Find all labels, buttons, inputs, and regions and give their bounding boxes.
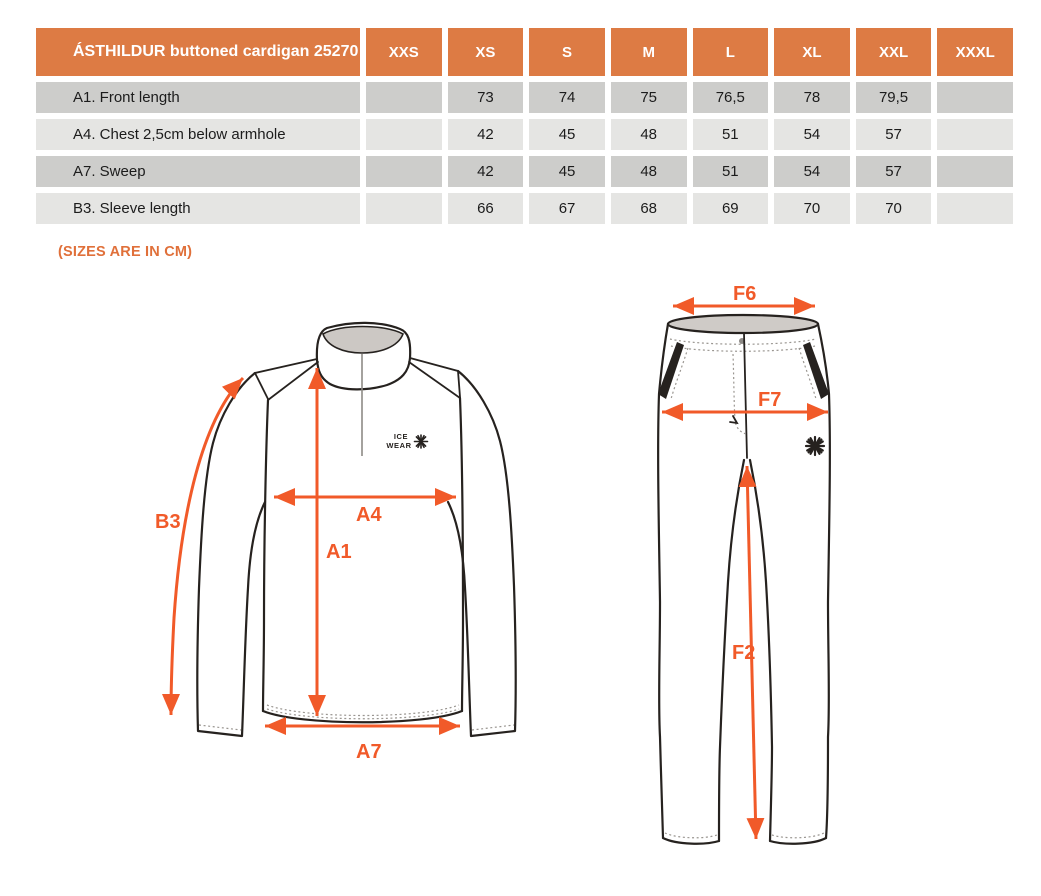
table-title: ÁSTHILDUR buttoned cardigan 25270 [36, 28, 360, 76]
table-cell: 69 [693, 193, 769, 224]
snowflake-icon [806, 437, 824, 455]
table-cell [937, 156, 1013, 187]
jacket-outline [197, 323, 515, 736]
table-cell: 51 [693, 156, 769, 187]
table-cell: 66 [448, 193, 524, 224]
table-cell [937, 193, 1013, 224]
row-label: A7. Sweep [36, 156, 360, 187]
row-label: A1. Front length [36, 82, 360, 113]
table-cell: 70 [774, 193, 850, 224]
table-cell: 57 [856, 156, 932, 187]
table-cell [937, 82, 1013, 113]
table-cell: 51 [693, 119, 769, 150]
table-cell [937, 119, 1013, 150]
table-cell: 78 [774, 82, 850, 113]
pants-outline [658, 315, 830, 844]
table-cell: 79,5 [856, 82, 932, 113]
table-cell: 54 [774, 119, 850, 150]
size-header-s: S [529, 28, 605, 76]
table-cell: 42 [448, 156, 524, 187]
table-cell: 42 [448, 119, 524, 150]
table-cell: 75 [611, 82, 687, 113]
f7-label: F7 [758, 389, 782, 411]
a1-label: A1 [326, 541, 352, 563]
table-cell [366, 156, 442, 187]
table-cell: 45 [529, 119, 605, 150]
logo-line1: ICE [393, 432, 409, 441]
size-header-l: L [693, 28, 769, 76]
table-cell: 54 [774, 156, 850, 187]
size-header-xxl: XXL [856, 28, 932, 76]
size-chart-table [36, 28, 1013, 224]
f2-label: F2 [732, 642, 756, 664]
row-label: B3. Sleeve length [36, 193, 360, 224]
table-cell: 45 [529, 156, 605, 187]
table-cell [366, 82, 442, 113]
row-label: A4. Chest 2,5cm below armhole [36, 119, 360, 150]
table-cell: 74 [529, 82, 605, 113]
snowflake-icon [415, 435, 428, 448]
table-cell: 57 [856, 119, 932, 150]
table-cell: 48 [611, 119, 687, 150]
size-header-xxxl: XXXL [937, 28, 1013, 76]
table-cell: 73 [448, 82, 524, 113]
icewear-logo [386, 432, 427, 450]
b3-arrow [171, 378, 243, 715]
sizes-unit-note: (SIZES ARE IN CM) [58, 244, 193, 260]
table-cell: 76,5 [693, 82, 769, 113]
table-cell [366, 119, 442, 150]
size-header-xxs: XXS [366, 28, 442, 76]
table-cell: 48 [611, 156, 687, 187]
b3-label: B3 [155, 511, 181, 533]
a4-label: A4 [356, 504, 382, 526]
table-cell: 67 [529, 193, 605, 224]
table-cell: 70 [856, 193, 932, 224]
pants-diagram [630, 282, 910, 892]
logo-line2: WEAR [386, 441, 412, 450]
table-cell [366, 193, 442, 224]
a7-label: A7 [356, 741, 382, 763]
f6-label: F6 [733, 283, 757, 305]
size-header-xs: XS [448, 28, 524, 76]
size-header-xl: XL [774, 28, 850, 76]
jacket-diagram [140, 288, 570, 778]
size-header-m: M [611, 28, 687, 76]
table-cell: 68 [611, 193, 687, 224]
